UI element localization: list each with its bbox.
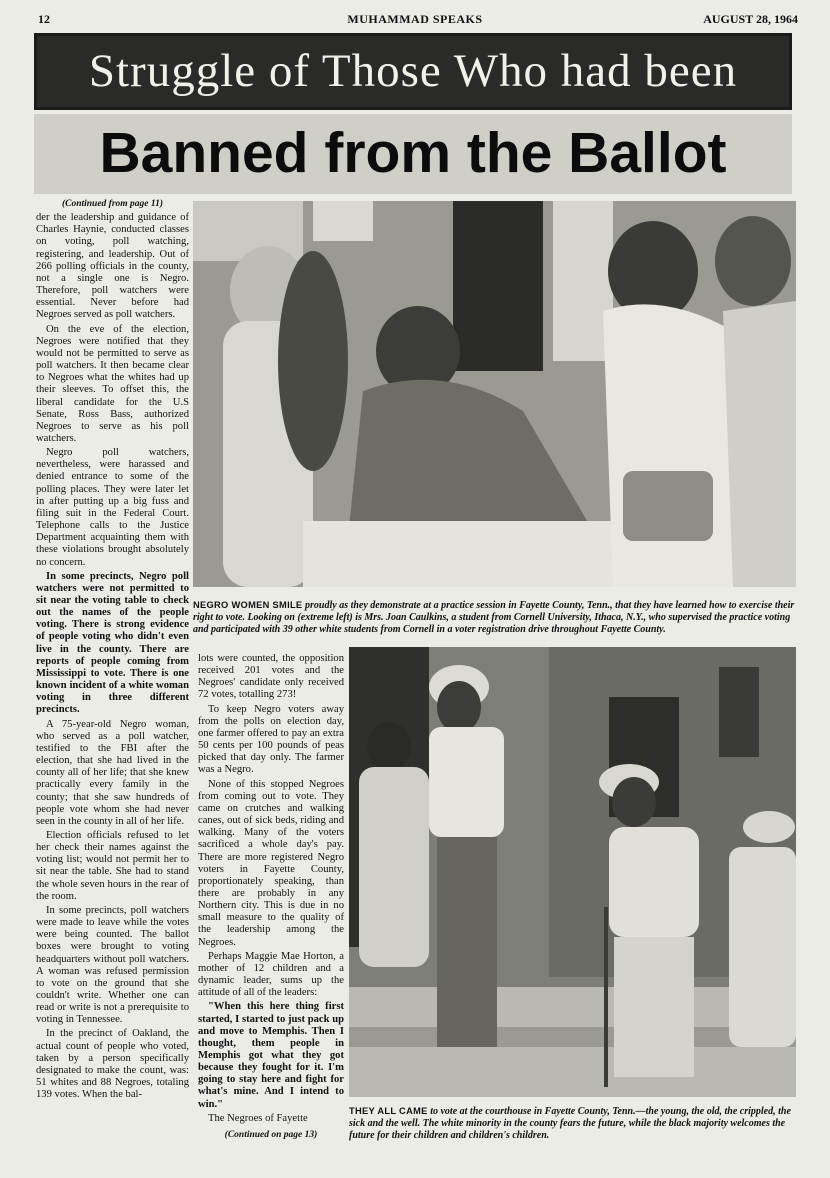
caption-text: proudly as they demonstrate at a practice session in Fayette County, Tenn., that they have learned how to exercise their right to vote. Looking on (extreme left) is Mrs. Joan Caulkins, a student from Cornell University, Ithaca, N.Y., who supervised the practice voting and participated with 39 other white students from Cornell in a voter registration drive throughout Fayette County. — [193, 600, 795, 635]
caption-lead: THEY ALL CAME — [349, 1106, 428, 1116]
photo-practice-voting — [193, 201, 796, 587]
caption-lead: NEGRO WOMEN SMILE — [193, 600, 303, 610]
publication-name: MUHAMMAD SPEAKS — [347, 12, 483, 26]
article-paragraph: Election officials refused to let her check their names against the voting list; would not permit her to sit near the table. She had to stand the whole seven hours in the rear of the room. — [36, 829, 189, 902]
article-paragraph: der the leadership and guidance of Charles Haynie, conducted classes on voting, poll watching, registering, and leadership. Out of 266 polling officials in the county, not a single one is Negro. Therefore, poll watchers were essential. Never before had Negroes served as poll watchers. — [36, 212, 189, 321]
article-paragraph: The Negroes of Fayette — [208, 1112, 308, 1124]
article-paragraph: lots were counted, the opposition received 201 votes and the Negroes' candidate only received 72 votes, totalling 273! — [198, 653, 344, 701]
continued-from-note: (Continued from page 11) — [61, 199, 164, 209]
photo-caption-1 — [193, 600, 796, 635]
article-paragraph: A 75-year-old Negro woman, who served as a poll watcher, testified to the FBI after the election, that she had lived in the county all of her life; that she knew practically every family in the county; that she saw hundreds of people vote whom she had never seen in the county in all of her life. — [36, 718, 189, 827]
article-paragraph: In some precincts, poll watchers were made to leave while the votes were being counted. The ballot boxes were brought to voting headquarters without poll watchers. A woman was refused permission to vote on the ground that she couldn't write. Whether one can read or write is not a prerequisite to voting in Tennessee. — [36, 904, 189, 1026]
headline-line-2: Banned from the Ballot — [34, 114, 792, 194]
photo-courthouse — [349, 647, 796, 1097]
headline-line-1: Struggle of Those Who had been — [34, 33, 792, 110]
page-number: 12 — [38, 12, 50, 26]
caption-text: to vote at the courthouse in Fayette County, Tenn.—the young, the old, the crippled, the sick and the well. The white minority in the county fears the future, while the black majority welcomes the future for their children and children's children. — [349, 1106, 791, 1141]
article-paragraph: On the eve of the election, Negroes were notified that they would not be permitted to serve as poll watchers. It then became clear to Negroes what the whites had up their sleeves. To offset this, the liberal candidate for the U.S Senate, Ross Bass, authorized Negroes to serve as his poll watchers. — [36, 323, 189, 444]
issue-date: AUGUST 28, 1964 — [703, 12, 798, 26]
masthead — [30, 10, 800, 28]
article-paragraph: Negro poll watchers, nevertheless, were harassed and denied entrance to some of the polling places. They were later let in after putting up a big fuss and filing suit in the Federal Court. Telephone calls to the Justice Department acquainting them with these violations brought absolutely no concern. — [36, 447, 189, 568]
article-paragraph: To keep Negro voters away from the polls on election day, one farmer offered to pay an extra 50 cents per 100 pounds of peas picked that day only. The farmer was a Negro. — [198, 703, 344, 776]
article-paragraph: In the precinct of Oakland, the actual count of people who voted, taken by a person specifically designated to make the count, was: 51 whites and 88 Negroes, totaling 139 votes. When the bal- — [36, 1028, 189, 1101]
article-quote: "When this here thing first started, I started to just pack up and move to Memphis. Then I thought, them people in Memphis got what they got because they fought for it. I'm going to stay here and fight for what's mine. And I intend to win." — [198, 1001, 344, 1110]
continued-on-note: (Continued on page 13) — [224, 1129, 318, 1140]
article-paragraph: In some precincts, Negro poll watchers were not permitted to sit near the voting table to check out the names of the people voting. There is strong evidence of people voting who didn't even live in the county. There are reports of people coming from Mississippi to vote. There is one known incident of a white woman voting in three different precincts. — [36, 570, 189, 716]
article-column-1 — [36, 198, 189, 1158]
article-paragraph: None of this stopped Negroes from coming out to vote. They came on crutches and walking canes, out of sick beds, riding and walking. Many of the voters sacrificed a whole day's pay. There are more registered Negro voters in Fayette County, proportionately speaking, than there are probably in any Northern city. This is due in no small measure to the quality of the leadership among the Negroes. — [198, 778, 344, 948]
article-paragraph: Perhaps Maggie Mae Horton, a mother of 12 children and a dynamic leader, sums up the attitude of all of the leaders: — [198, 950, 344, 999]
article-column-2 — [198, 653, 344, 1153]
photo-caption-2 — [349, 1106, 796, 1141]
